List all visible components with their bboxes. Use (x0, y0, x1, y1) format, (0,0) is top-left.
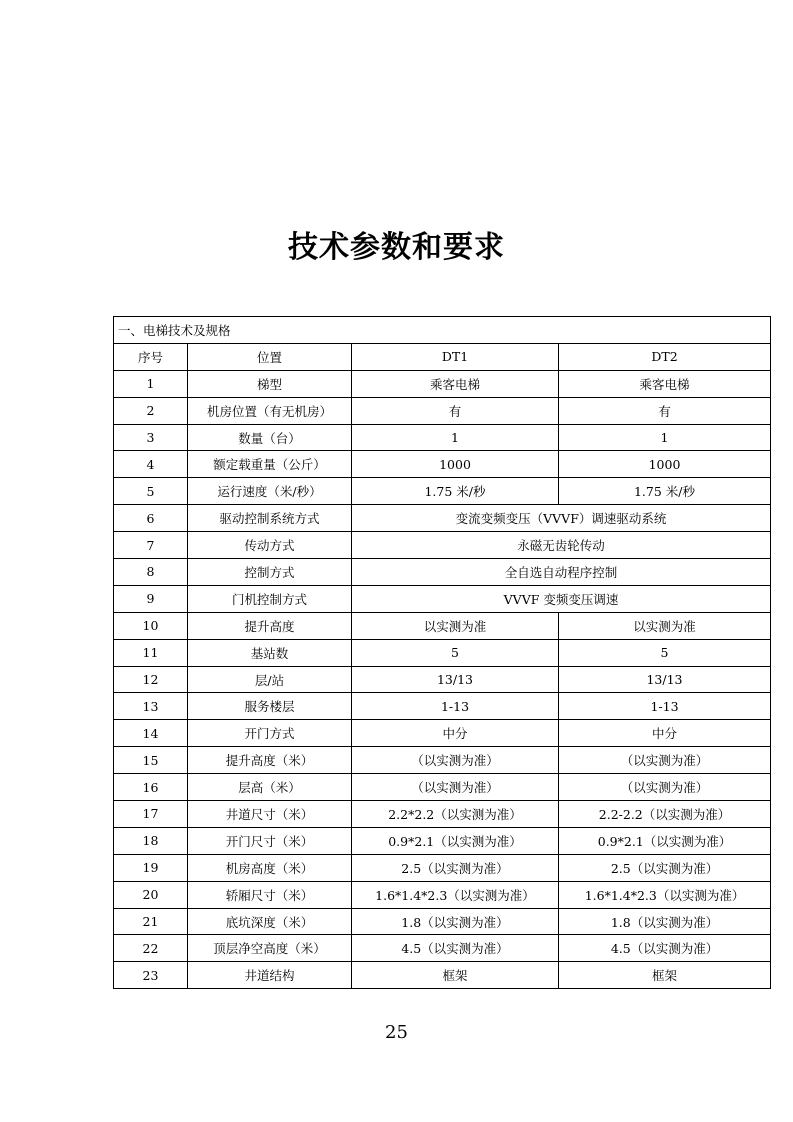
row-item: 机房高度（米） (188, 854, 352, 881)
row-value-dt2: 以实测为准 (559, 612, 771, 639)
row-value-dt1: 13/13 (352, 666, 559, 693)
row-value-dt1: 4.5（以实测为准） (352, 935, 559, 962)
table-row (114, 693, 771, 720)
row-number: 13 (114, 693, 188, 720)
row-item: 提升高度 (188, 612, 352, 639)
row-item: 井道结构 (188, 962, 352, 989)
row-item: 层/站 (188, 666, 352, 693)
row-value-dt1: 框架 (352, 962, 559, 989)
row-item: 井道尺寸（米） (188, 801, 352, 828)
row-item: 额定载重量（公斤） (188, 451, 352, 478)
table-row (114, 827, 771, 854)
table-row (114, 397, 771, 424)
header-dt2: DT2 (559, 343, 771, 370)
row-item: 传动方式 (188, 532, 352, 559)
row-value-dt1: 1000 (352, 451, 559, 478)
table-row (114, 559, 771, 586)
section-row (114, 317, 771, 344)
row-value-dt1: （以实测为准） (352, 774, 559, 801)
row-item: 梯型 (188, 370, 352, 397)
row-value-dt1: 1-13 (352, 693, 559, 720)
table-row (114, 935, 771, 962)
page-title: 技术参数和要求 (288, 230, 505, 265)
row-value-shared: 变流变频变压（VVVF）调速驱动系统 (352, 505, 771, 532)
header-dt1: DT1 (352, 343, 559, 370)
row-number: 4 (114, 451, 188, 478)
row-value-dt1: 1.6*1.4*2.3（以实测为准） (352, 881, 559, 908)
row-item: 运行速度（米/秒） (188, 478, 352, 505)
row-value-dt1: 0.9*2.1（以实测为准） (352, 827, 559, 854)
row-value-dt2: 乘客电梯 (559, 370, 771, 397)
table-row (114, 505, 771, 532)
row-value-shared: VVVF 变频变压调速 (352, 585, 771, 612)
section-title: 一、电梯技术及规格 (114, 317, 771, 344)
row-value-dt1: 1.75 米/秒 (352, 478, 559, 505)
row-value-dt2: 4.5（以实测为准） (559, 935, 771, 962)
table-row (114, 451, 771, 478)
row-number: 20 (114, 881, 188, 908)
row-number: 2 (114, 397, 188, 424)
row-number: 5 (114, 478, 188, 505)
row-number: 8 (114, 559, 188, 586)
row-value-dt2: 2.5（以实测为准） (559, 854, 771, 881)
row-number: 3 (114, 424, 188, 451)
row-value-dt2: 0.9*2.1（以实测为准） (559, 827, 771, 854)
row-value-shared: 永磁无齿轮传动 (352, 532, 771, 559)
row-value-shared: 全自选自动程序控制 (352, 559, 771, 586)
row-value-dt2: 1.8（以实测为准） (559, 908, 771, 935)
row-number: 9 (114, 585, 188, 612)
row-value-dt1: 1 (352, 424, 559, 451)
row-value-dt2: （以实测为准） (559, 747, 771, 774)
row-value-dt1: 有 (352, 397, 559, 424)
row-item: 轿厢尺寸（米） (188, 881, 352, 908)
page-number: 25 (385, 1022, 408, 1043)
row-value-dt2: 1-13 (559, 693, 771, 720)
row-item: 门机控制方式 (188, 585, 352, 612)
row-value-dt2: 1000 (559, 451, 771, 478)
table-row (114, 424, 771, 451)
row-value-dt2: 13/13 (559, 666, 771, 693)
row-number: 16 (114, 774, 188, 801)
row-value-dt2: 有 (559, 397, 771, 424)
table-row (114, 801, 771, 828)
row-number: 22 (114, 935, 188, 962)
row-item: 开门尺寸（米） (188, 827, 352, 854)
table-row (114, 720, 771, 747)
header-item: 位置 (188, 343, 352, 370)
table-row (114, 962, 771, 989)
row-value-dt1: 1.8（以实测为准） (352, 908, 559, 935)
row-number: 15 (114, 747, 188, 774)
row-value-dt1: （以实测为准） (352, 747, 559, 774)
row-item: 服务楼层 (188, 693, 352, 720)
table-row (114, 854, 771, 881)
table-row (114, 881, 771, 908)
row-item: 开门方式 (188, 720, 352, 747)
row-number: 12 (114, 666, 188, 693)
table-row (114, 370, 771, 397)
row-number: 11 (114, 639, 188, 666)
row-number: 18 (114, 827, 188, 854)
row-item: 机房位置（有无机房） (188, 397, 352, 424)
table-row (114, 532, 771, 559)
row-value-dt2: 5 (559, 639, 771, 666)
spec-table (113, 316, 771, 989)
row-item: 层高（米） (188, 774, 352, 801)
row-value-dt2: 中分 (559, 720, 771, 747)
row-value-dt2: 框架 (559, 962, 771, 989)
row-number: 23 (114, 962, 188, 989)
row-item: 底坑深度（米） (188, 908, 352, 935)
table-row (114, 908, 771, 935)
row-value-dt1: 中分 (352, 720, 559, 747)
row-item: 控制方式 (188, 559, 352, 586)
row-number: 1 (114, 370, 188, 397)
row-item: 基站数 (188, 639, 352, 666)
header-row (114, 343, 771, 370)
row-value-dt2: 1.75 米/秒 (559, 478, 771, 505)
header-no: 序号 (114, 343, 188, 370)
row-value-dt1: 以实测为准 (352, 612, 559, 639)
row-number: 21 (114, 908, 188, 935)
row-item: 提升高度（米） (188, 747, 352, 774)
table-row (114, 666, 771, 693)
row-number: 19 (114, 854, 188, 881)
row-item: 驱动控制系统方式 (188, 505, 352, 532)
row-value-dt1: 乘客电梯 (352, 370, 559, 397)
row-number: 7 (114, 532, 188, 559)
row-number: 17 (114, 801, 188, 828)
row-value-dt2: 2.2-2.2（以实测为准） (559, 801, 771, 828)
row-value-dt1: 2.2*2.2（以实测为准） (352, 801, 559, 828)
row-number: 14 (114, 720, 188, 747)
row-number: 10 (114, 612, 188, 639)
row-item: 顶层净空高度（米） (188, 935, 352, 962)
row-value-dt2: 1.6*1.4*2.3（以实测为准） (559, 881, 771, 908)
row-value-dt2: （以实测为准） (559, 774, 771, 801)
table-row (114, 639, 771, 666)
row-item: 数量（台） (188, 424, 352, 451)
row-value-dt2: 1 (559, 424, 771, 451)
table-row (114, 585, 771, 612)
table-row (114, 747, 771, 774)
table-row (114, 612, 771, 639)
row-number: 6 (114, 505, 188, 532)
table-row (114, 478, 771, 505)
row-value-dt1: 2.5（以实测为准） (352, 854, 559, 881)
row-value-dt1: 5 (352, 639, 559, 666)
table-row (114, 774, 771, 801)
